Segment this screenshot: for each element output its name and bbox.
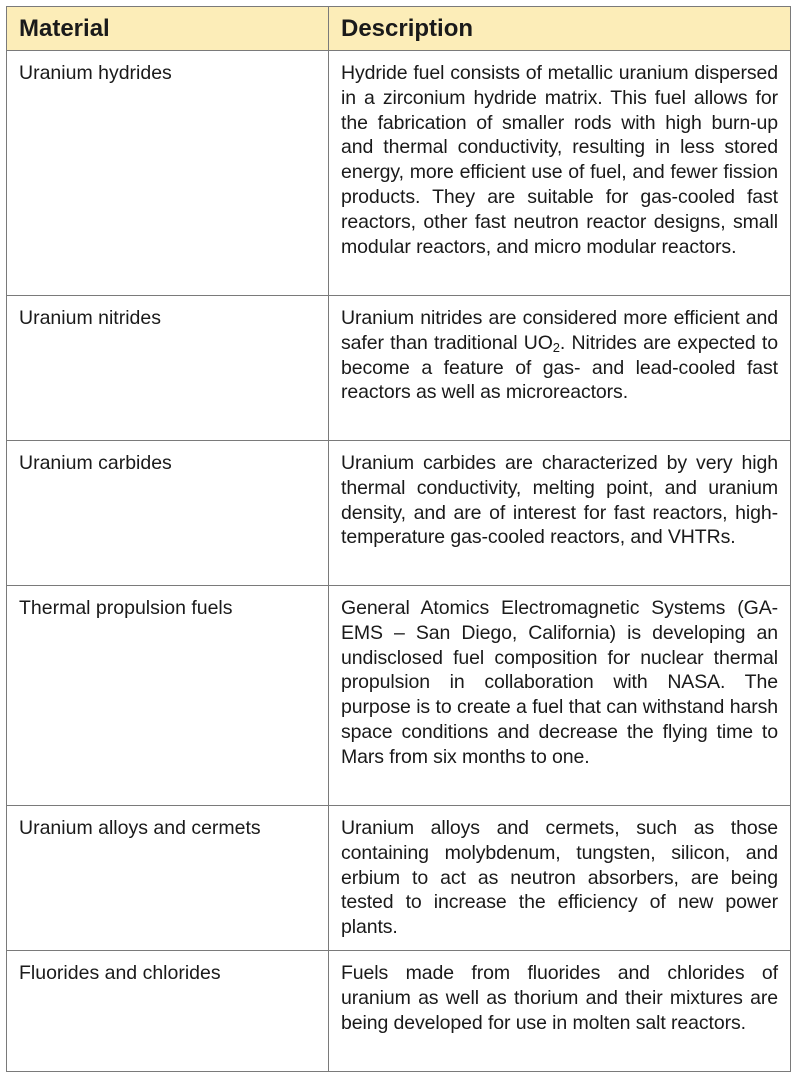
material-cell: Uranium carbides: [7, 441, 329, 586]
description-cell: Uranium carbides are characterized by very high thermal conductivity, melting point, and uranium density, and are of interest for fast reactors, high-temperature gas-cooled reactors, and VHTRs.: [329, 441, 791, 586]
table-row: [7, 296, 791, 441]
material-cell: Uranium alloys and cermets: [7, 806, 329, 951]
description-cell: Fuels made from fluorides and chlorides of uranium as well as thorium and their mixtures are being developed for use in molten salt reactors.: [329, 951, 791, 1072]
description-text: Uranium nitrides are considered more efficient and safer than traditional UO: [341, 307, 778, 354]
material-cell: Uranium hydrides: [7, 51, 329, 296]
description-cell: General Atomics Electromagnetic Systems (GA-EMS – San Diego, California) is developing an undisclosed fuel composition for nuclear thermal propulsion in collaboration with NASA. The purpose is to create a fuel that can withstand harsh space conditions and decrease the flying time to Mars from six months to one.: [329, 586, 791, 806]
description-cell: [329, 296, 791, 441]
table-row: [7, 586, 791, 806]
description-text: . Nitrides are expected to become a feature of gas- and lead-cooled fast reactors as well as microreactors.: [341, 331, 778, 404]
description-cell: Hydride fuel consists of metallic uranium dispersed in a zirconium hydride matrix. This fuel allows for the fabrication of smaller rods with high burn-up and thermal conductivity, resulting in less stored energy, more efficient use of fuel, and fewer fission products. They are suitable for gas-cooled fast reactors, other fast neutron reactor designs, small modular reactors, and micro modular reactors.: [329, 51, 791, 296]
header-row: [7, 7, 791, 51]
table-body: [7, 51, 791, 1072]
table-header: [7, 7, 791, 51]
material-cell: Fluorides and chlorides: [7, 951, 329, 1072]
table-row: [7, 806, 791, 951]
description-cell: Uranium alloys and cermets, such as those containing molybdenum, tungsten, silicon, and erbium to act as neutron absorbers, are being tested to increase the efficiency of new power plants.: [329, 806, 791, 951]
table-row: [7, 51, 791, 296]
fuel-materials-table: [6, 6, 791, 1072]
table-row: [7, 951, 791, 1072]
material-cell: Uranium nitrides: [7, 296, 329, 441]
subscript-text: 2: [552, 339, 560, 355]
column-header-material: Material: [7, 7, 329, 51]
material-cell: Thermal propulsion fuels: [7, 586, 329, 806]
column-header-description: Description: [329, 7, 791, 51]
table-row: [7, 441, 791, 586]
